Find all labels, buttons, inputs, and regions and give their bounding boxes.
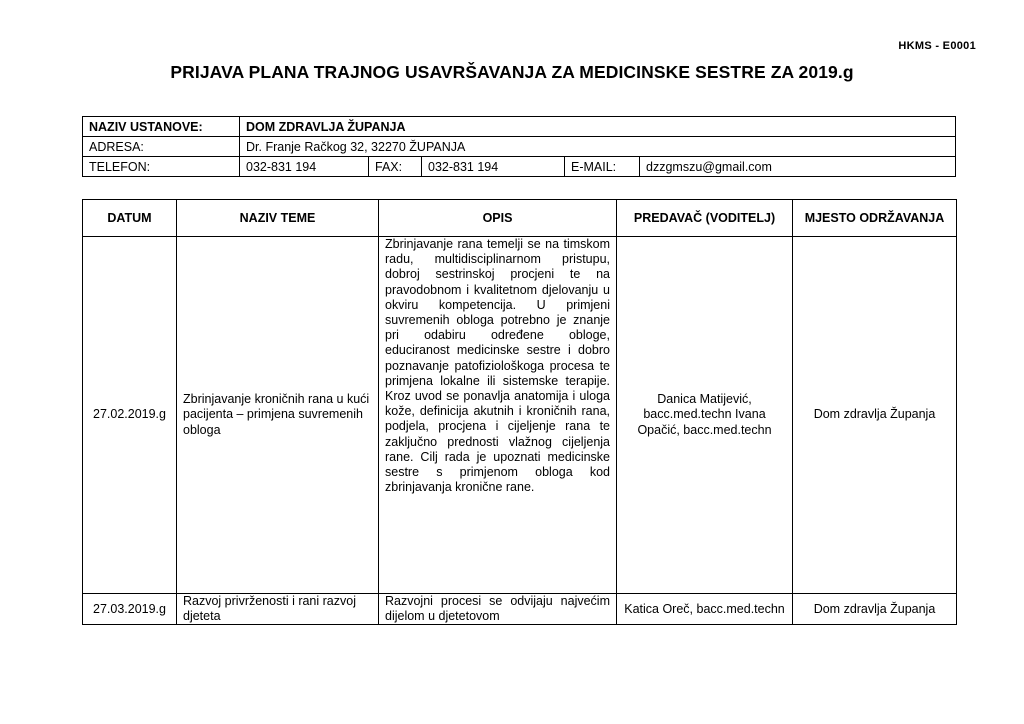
naziv-label: NAZIV USTANOVE: <box>83 117 240 137</box>
header-opis: OPIS <box>379 200 617 237</box>
email-value: dzzgmszu@gmail.com <box>640 157 956 177</box>
page-title: PRIJAVA PLANA TRAJNOG USAVRŠAVANJA ZA MEDICINSKE SESTRE ZA 2019.g <box>170 62 854 82</box>
email-label: E-MAIL: <box>565 157 640 177</box>
row-mjesto: Dom zdravlja Županja <box>793 237 957 594</box>
row-opis-text: Razvojni procesi se odvijaju najvećim dijelom u djetetovom <box>385 594 610 624</box>
naziv-value: DOM ZDRAVLJA ŽUPANJA <box>240 117 956 137</box>
table-header-row <box>83 200 957 237</box>
row-naziv-teme: Zbrinjavanje kroničnih rana u kući pacijenta – primjena suvremenih obloga <box>177 237 379 594</box>
header-mjesto: MJESTO ODRŽAVANJA <box>793 200 957 237</box>
telefon-value: 032-831 194 <box>240 157 369 177</box>
header-datum: DATUM <box>83 200 177 237</box>
document-code: HKMS - E0001 <box>898 40 976 52</box>
row-opis: Zbrinjavanje rana temelji se na timskom radu, multidisciplinarnom pristupu, dobroj sestrinskoj procjeni te na pravodobnom i kvalitetnom djelovanju u okviru kompetencija. U primjeni suvremenih obloga potrebno je znanje pri odabiru određene obloge, educiranost medicinske sestre i dobro poznavanje patofiziološkoga procesa te primjena lokalne ili sistemske terapije. Kroz uvod se ponavlja anatomija i uloga kože, definicija akutnih i kroničnih rana, podjela, procjena i cijeljenje rana te zaključno prednosti vlažnog cijeljenja rane. Cilj rada je upoznati medicinske sestre s primjenom obloga kod zbrinjavanja kronične rane. <box>379 237 617 594</box>
row-opis <box>379 594 617 625</box>
row-datum: 27.02.2019.g <box>83 237 177 594</box>
education-plan-table <box>82 199 957 625</box>
table-row <box>83 237 957 594</box>
row-predavac: Danica Matijević, bacc.med.techn Ivana Opačić, bacc.med.techn <box>617 237 793 594</box>
adresa-value: Dr. Franje Račkog 32, 32270 ŽUPANJA <box>240 137 956 157</box>
row-predavac: Katica Oreč, bacc.med.techn <box>617 594 793 625</box>
table-row <box>83 594 957 625</box>
row-mjesto: Dom zdravlja Županja <box>793 594 957 625</box>
row-datum: 27.03.2019.g <box>83 594 177 625</box>
fax-label: FAX: <box>369 157 422 177</box>
header-predavac: PREDAVAČ (VODITELJ) <box>617 200 793 237</box>
header-naziv-teme: NAZIV TEME <box>177 200 379 237</box>
adresa-label: ADRESA: <box>83 137 240 157</box>
row-naziv-teme: Razvoj privrženosti i rani razvoj djeteta <box>177 594 379 625</box>
fax-value: 032-831 194 <box>422 157 565 177</box>
telefon-label: TELEFON: <box>83 157 240 177</box>
institution-info-table <box>82 116 956 177</box>
